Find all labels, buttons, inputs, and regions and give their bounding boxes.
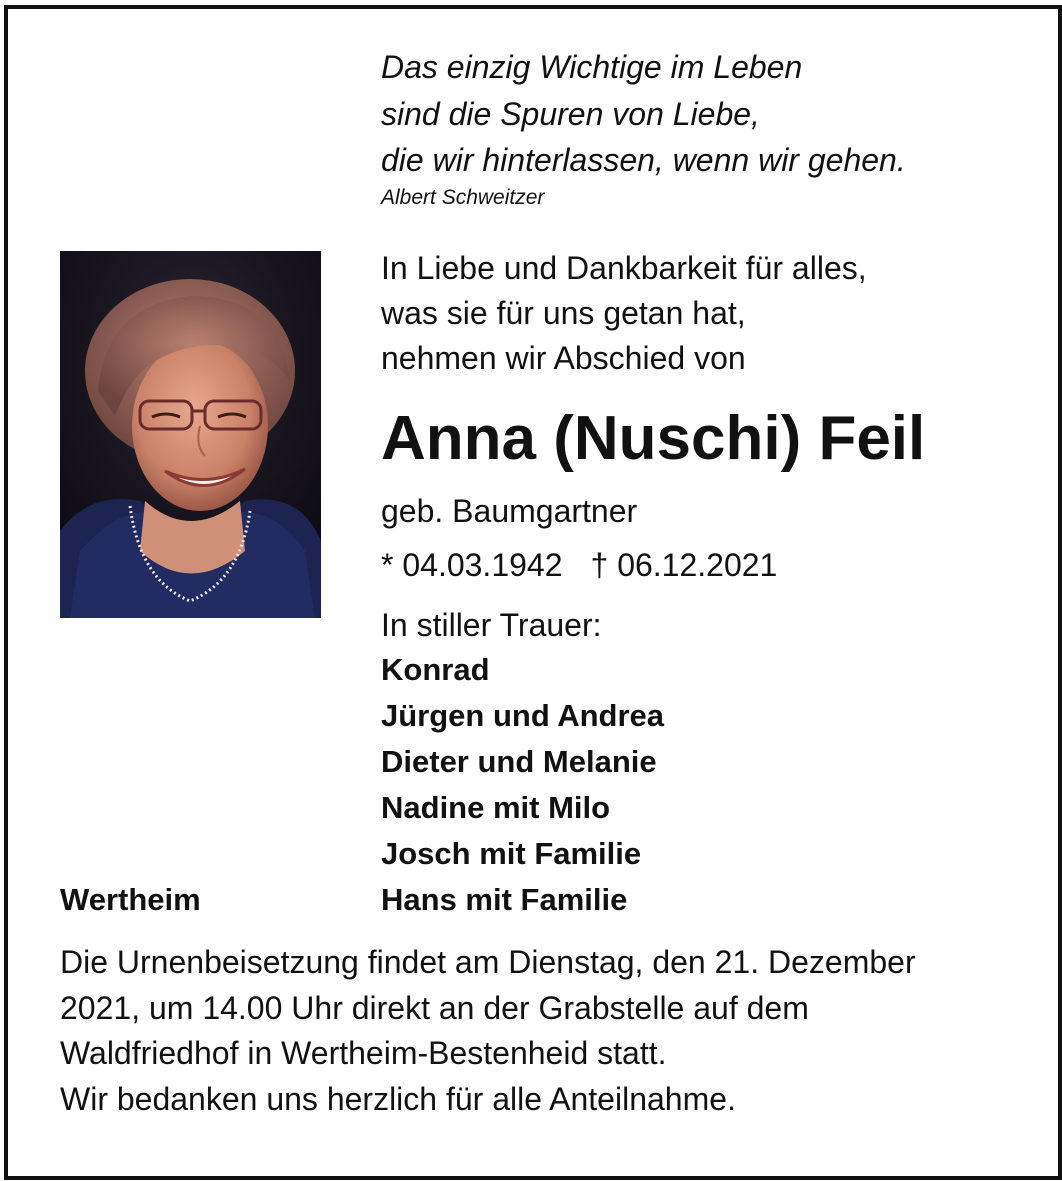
notice-line: Waldfriedhof in Wertheim-Bestenheid statt. [60, 1035, 667, 1071]
death-date: † 06.12.2021 [590, 547, 778, 583]
intro-text [381, 246, 867, 381]
intro-line: was sie für uns getan hat, [381, 295, 746, 331]
birth-name: geb. Baumgartner [381, 493, 638, 529]
quote [381, 44, 906, 184]
notice-line: 2021, um 14.00 Uhr direkt an der Grabstelle auf dem [60, 989, 809, 1026]
mourner-name: Hans mit Familie [381, 882, 628, 917]
mourner-name: Dieter und Melanie [381, 744, 657, 779]
mourner-name: Nadine mit Milo [381, 790, 611, 825]
quote-line: sind die Spuren von Liebe, [381, 95, 760, 132]
deceased-name: Anna (Nuschi) Feil [381, 404, 926, 473]
funeral-notice [60, 940, 916, 1122]
place-name: Wertheim [60, 882, 201, 917]
quote-author: Albert Schweitzer [381, 186, 545, 209]
mourner-name: Jürgen und Andrea [381, 698, 665, 733]
mourner-name: Konrad [381, 652, 490, 687]
notice-line: Wir bedanken uns herzlich für alle Anteilnahme. [60, 1080, 736, 1117]
portrait-photo [60, 251, 321, 618]
notice-line: Die Urnenbeisetzung findet am Dienstag, den 21. Dezember [60, 944, 916, 980]
birth-date: * 04.03.1942 [381, 547, 563, 583]
mourning-label: In stiller Trauer: [381, 607, 602, 643]
quote-line: Das einzig Wichtige im Leben [381, 49, 803, 85]
life-dates [381, 543, 777, 588]
mourner-name: Josch mit Familie [381, 836, 642, 871]
quote-line: die wir hinterlassen, wenn wir gehen. [381, 142, 906, 178]
intro-line: nehmen wir Abschied von [381, 340, 746, 376]
intro-line: In Liebe und Dankbarkeit für alles, [381, 250, 867, 286]
mourners-list [381, 647, 664, 923]
